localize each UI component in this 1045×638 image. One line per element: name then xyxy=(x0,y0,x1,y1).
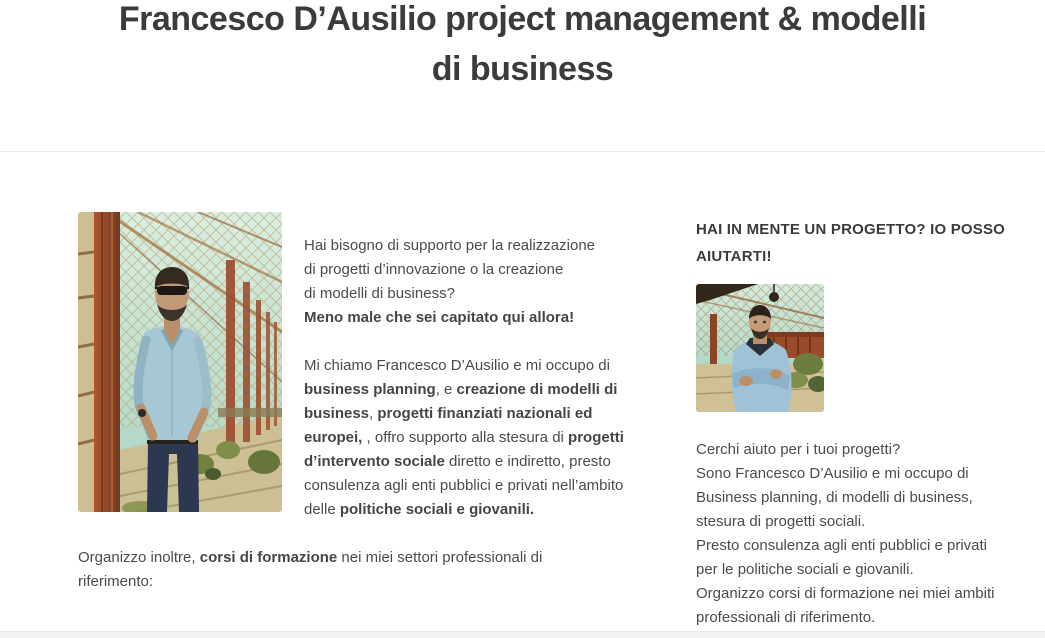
profile-photo-main xyxy=(78,212,282,512)
text-segment: , e xyxy=(435,381,457,398)
text-segment: politiche sociali e giovanili. xyxy=(339,501,535,518)
page-title xyxy=(119,0,926,94)
text-segment: riferimento: xyxy=(78,573,154,590)
page-header xyxy=(0,0,1045,152)
profile-photo-sidebar xyxy=(696,284,824,412)
text-segment: creazione di modelli di business xyxy=(304,381,618,422)
text-segment: diretto e indiretto, presto consulenza agli enti pubblici e privati nell’ambito delle xyxy=(304,453,624,518)
page-title-line2: di business xyxy=(431,50,614,88)
text-segment: progetti d’intervento sociale xyxy=(304,429,624,470)
text-segment: progetti finanziati nazionali ed europei, xyxy=(304,405,593,446)
text-segment: business planning xyxy=(304,381,436,398)
text-segment: Sono Francesco D’Ausilio e mi occupo di Business planning, di modelli di business, stesura di progetti sociali. xyxy=(696,465,973,530)
text-segment: Presto consulenza agli enti pubblici e privati per le politiche sociali e giovanili. xyxy=(696,537,987,578)
content-area xyxy=(0,152,1045,630)
text-segment: Mi chiamo Francesco D’Ausilio e mi occupo di xyxy=(304,357,610,374)
sidebar-heading: HAI IN MENTE UN PROGETTO? IO POSSO AIUTARTI! xyxy=(696,221,1006,265)
text-segment: Hai bisogno di supporto per la realizzazione xyxy=(304,237,596,254)
text-segment: di modelli di business? xyxy=(304,285,455,302)
text-segment: , offro supporto alla stesura di xyxy=(362,429,569,446)
profile-photo-main-illustration xyxy=(78,212,282,512)
text-segment: di progetti d’innovazione o la creazione xyxy=(304,261,564,278)
footer-band xyxy=(0,631,1045,638)
main-content xyxy=(78,212,624,630)
text-segment: Organizzo corsi di formazione nei miei ambiti professionali di riferimento. xyxy=(696,585,995,626)
sidebar-paragraph xyxy=(696,438,1006,630)
sidebar xyxy=(696,212,1006,630)
page-title-line1: Francesco D’Ausilio project management & modelli xyxy=(118,0,927,38)
courses-paragraph xyxy=(78,546,624,594)
text-segment: corsi di formazione xyxy=(199,549,338,566)
text-segment: Organizzo inoltre, xyxy=(78,549,200,566)
text-segment: , xyxy=(369,405,378,422)
text-segment: Meno male che sei capitato qui allora! xyxy=(304,309,575,326)
text-segment: nei miei settori professionali di xyxy=(337,549,543,566)
profile-photo-sidebar-illustration xyxy=(696,284,824,412)
text-segment: Cerchi aiuto per i tuoi progetti? xyxy=(696,441,901,458)
